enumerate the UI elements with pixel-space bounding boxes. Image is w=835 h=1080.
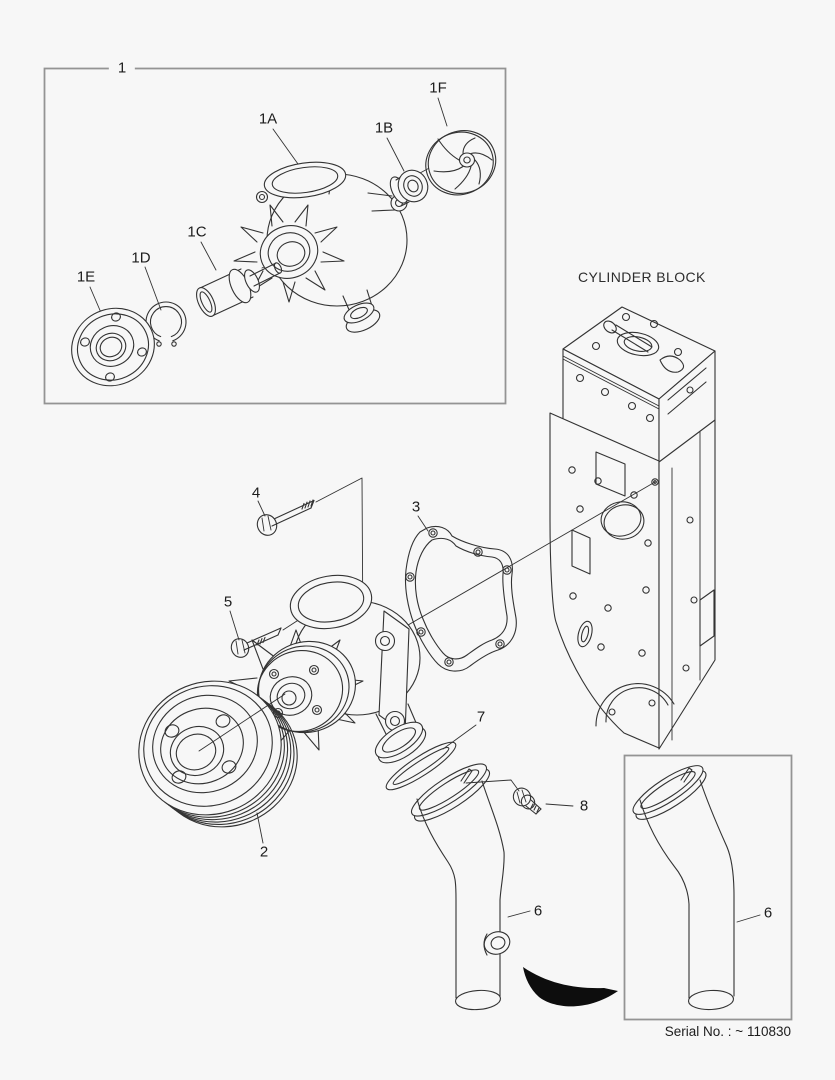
part-label-4: 4 [251, 484, 261, 502]
bolt-4 [254, 500, 314, 539]
part-label-1d: 1D [131, 249, 151, 267]
part-label-6-inset: 6 [763, 904, 773, 922]
hub-flange-1e [59, 295, 167, 399]
part-label-7: 7 [476, 708, 486, 726]
impeller-1f [417, 121, 505, 204]
part-label-2: 2 [259, 843, 269, 861]
pump-body-1a [234, 157, 407, 336]
part-label-8: 8 [579, 797, 589, 815]
exploded-water-pump-drawing [59, 98, 504, 399]
part-label-1e: 1E [76, 268, 96, 286]
part-label-1f: 1F [429, 79, 447, 97]
water-pipe-6-inset [627, 758, 734, 1011]
part-label-1c: 1C [187, 223, 207, 241]
part-label-6: 6 [533, 902, 543, 920]
part-label-1: 1 [109, 60, 135, 77]
part-label-3: 3 [411, 498, 421, 516]
cylinder-block-title: CYLINDER BLOCK [578, 269, 706, 285]
part-label-1b: 1B [374, 119, 394, 137]
outlet-pipe-assembly-drawing [381, 725, 618, 1011]
serial-number: Serial No. : ~ 110830 [664, 1024, 791, 1039]
bolt-8 [510, 785, 541, 814]
gasket-3 [405, 526, 516, 671]
inset-pipe-box [625, 756, 792, 1020]
part-label-5: 5 [223, 593, 233, 611]
water-pipe-6 [406, 756, 513, 1011]
swoosh-arrow [523, 967, 618, 1006]
part-label-1a: 1A [258, 110, 278, 128]
